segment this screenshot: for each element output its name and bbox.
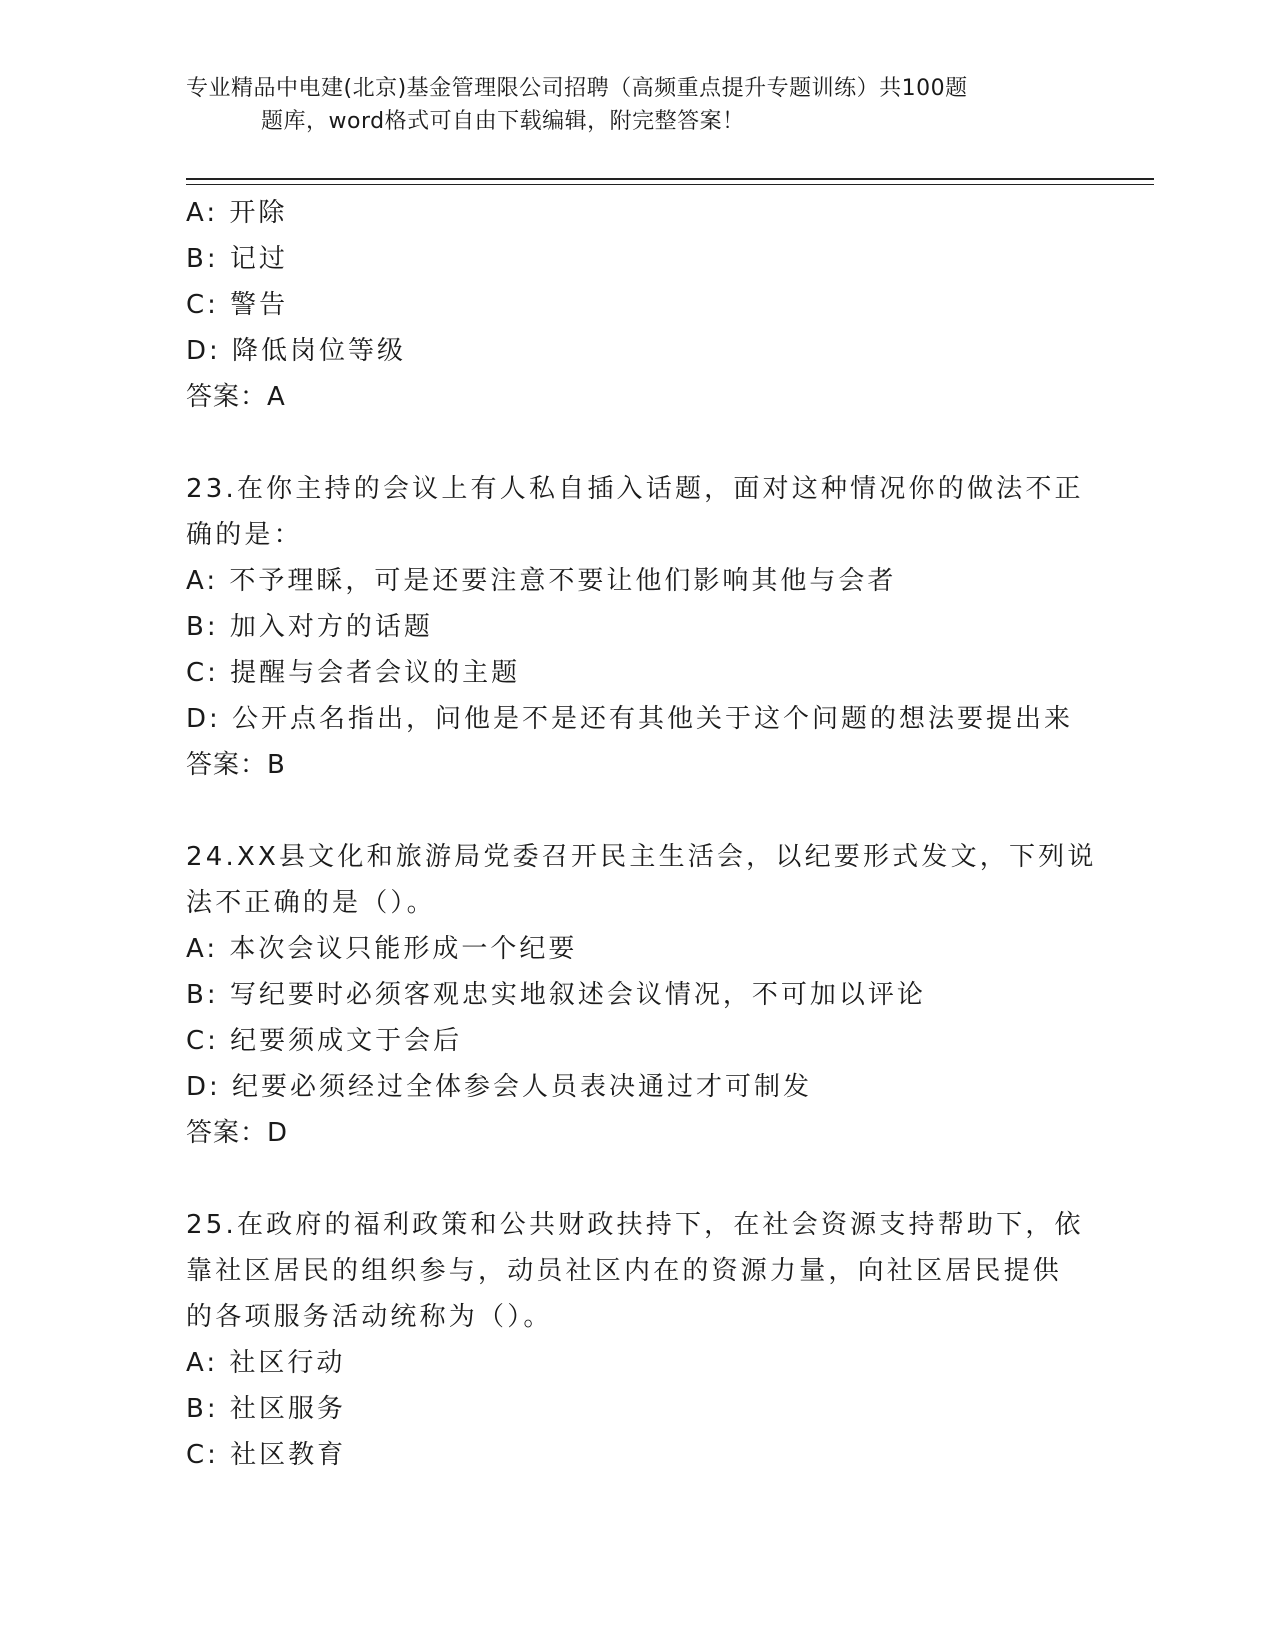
document-header bbox=[186, 72, 1086, 138]
question-stem: 23.在你主持的会议上有人私自插入话题，面对这种情况你的做法不正 bbox=[186, 474, 1084, 504]
question-24 bbox=[186, 834, 1097, 1156]
option-d: D: 纪要必须经过全体参会人员表决通过才可制发 bbox=[186, 1072, 813, 1102]
question-25 bbox=[186, 1202, 1086, 1478]
header-title-line-1: 专业精品中电建(北京)基金管理限公司招聘（高频重点提升专题训练）共100题 bbox=[186, 76, 968, 101]
option-c: C: 社区教育 bbox=[186, 1440, 347, 1470]
question-stem: 的各项服务活动统称为（）。 bbox=[186, 1302, 553, 1332]
option-d: D: 降低岗位等级 bbox=[186, 336, 407, 366]
option-a: A: 不予理睬，可是还要注意不要让他们影响其他与会者 bbox=[186, 566, 897, 596]
option-b: B: 社区服务 bbox=[186, 1394, 346, 1424]
option-a: A: 社区行动 bbox=[186, 1348, 346, 1378]
option-b: B: 加入对方的话题 bbox=[186, 612, 433, 642]
header-divider-thick bbox=[186, 178, 1154, 180]
question-stem: 24.XX县文化和旅游局党委召开民主生活会，以纪要形式发文，下列说 bbox=[186, 842, 1097, 872]
spacer bbox=[186, 1156, 1086, 1202]
option-b: B: 记过 bbox=[186, 244, 288, 274]
question-list bbox=[186, 190, 1097, 1478]
question-stem: 确的是： bbox=[186, 520, 303, 550]
question-stem: 25.在政府的福利政策和公共财政扶持下，在社会资源支持帮助下，依 bbox=[186, 1210, 1084, 1240]
spacer bbox=[186, 788, 1086, 834]
question-stem: 靠社区居民的组织参与，动员社区内在的资源力量，向社区居民提供 bbox=[186, 1256, 1063, 1286]
answer: 答案：B bbox=[186, 750, 286, 780]
answer: 答案：D bbox=[186, 1118, 289, 1148]
header-title-line-2: 题库，word格式可自由下载编辑，附完整答案！ bbox=[261, 109, 745, 134]
question-stem: 法不正确的是（）。 bbox=[186, 888, 436, 918]
header-divider-thin bbox=[186, 184, 1154, 185]
spacer bbox=[186, 420, 1086, 466]
question-22-options bbox=[186, 190, 1086, 420]
option-b: B: 写纪要时必须客观忠实地叙述会议情况，不可加以评论 bbox=[186, 980, 926, 1010]
option-a: A: 本次会议只能形成一个纪要 bbox=[186, 934, 578, 964]
option-c: C: 提醒与会者会议的主题 bbox=[186, 658, 521, 688]
option-a: A: 开除 bbox=[186, 198, 288, 228]
option-c: C: 警告 bbox=[186, 290, 289, 320]
option-c: C: 纪要须成文于会后 bbox=[186, 1026, 463, 1056]
answer: 答案：A bbox=[186, 382, 286, 412]
option-d: D: 公开点名指出，问他是不是还有其他关于这个问题的想法要提出来 bbox=[186, 704, 1074, 734]
question-23 bbox=[186, 466, 1086, 788]
